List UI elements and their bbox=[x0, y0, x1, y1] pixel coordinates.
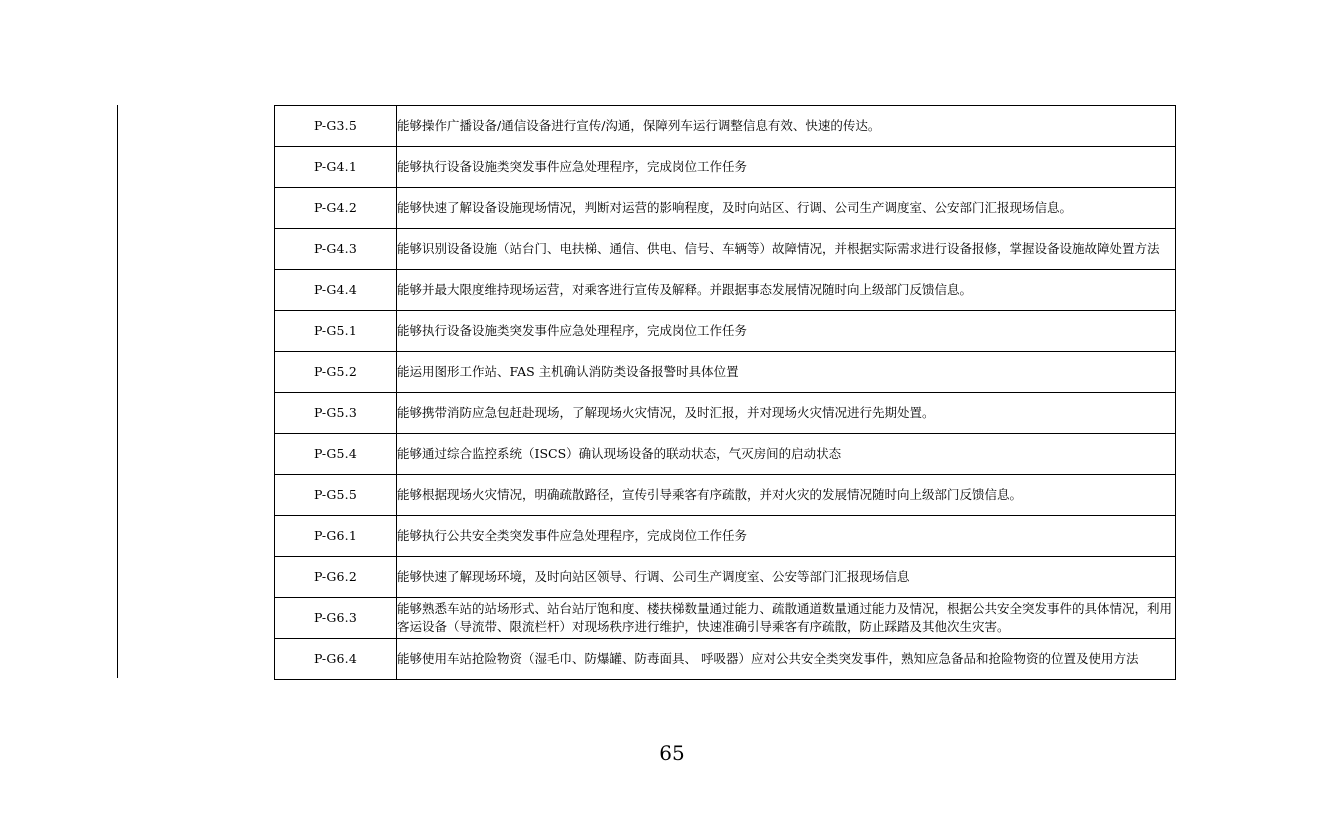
row-code: P-G5.2 bbox=[275, 352, 397, 393]
row-description: 能够使用车站抢险物资（湿毛巾、防爆罐、防毒面具、 呼吸器）应对公共安全类突发事件，熟知应急备品和抢险物资的位置及使用方法 bbox=[397, 639, 1176, 680]
table-row bbox=[275, 229, 1176, 270]
table-row bbox=[275, 598, 1176, 639]
row-description: 能够执行设备设施类突发事件应急处理程序，完成岗位工作任务 bbox=[397, 311, 1176, 352]
table-row bbox=[275, 516, 1176, 557]
table-row bbox=[275, 393, 1176, 434]
table-row bbox=[275, 639, 1176, 680]
row-description: 能够执行公共安全类突发事件应急处理程序，完成岗位工作任务 bbox=[397, 516, 1176, 557]
row-code: P-G5.1 bbox=[275, 311, 397, 352]
row-code: P-G4.3 bbox=[275, 229, 397, 270]
table-row bbox=[275, 311, 1176, 352]
table-row bbox=[275, 188, 1176, 229]
row-code: P-G6.2 bbox=[275, 557, 397, 598]
row-code: P-G6.1 bbox=[275, 516, 397, 557]
row-code: P-G4.4 bbox=[275, 270, 397, 311]
table-row bbox=[275, 147, 1176, 188]
row-description: 能够快速了解设备设施现场情况，判断对运营的影响程度，及时向站区、行调、公司生产调度室、公安部门汇报现场信息。 bbox=[397, 188, 1176, 229]
competency-table bbox=[274, 105, 1176, 680]
row-code: P-G3.5 bbox=[275, 106, 397, 147]
row-description: 能够熟悉车站的站场形式、站台站厅饱和度、楼扶梯数量通过能力、疏散通道数量通过能力及情况，根据公共安全突发事件的具体情况，利用客运设备（导流带、限流栏杆）对现场秩序进行维护，快速准确引导乘客有序疏散，防止踩踏及其他次生灾害。 bbox=[397, 598, 1176, 639]
table-row bbox=[275, 106, 1176, 147]
row-description: 能够快速了解现场环境，及时向站区领导、行调、公司生产调度室、公安等部门汇报现场信息 bbox=[397, 557, 1176, 598]
row-code: P-G5.5 bbox=[275, 475, 397, 516]
row-description: 能够并最大限度维持现场运营，对乘客进行宣传及解释。并跟据事态发展情况随时向上级部门反馈信息。 bbox=[397, 270, 1176, 311]
table-row bbox=[275, 434, 1176, 475]
left-margin-rule bbox=[117, 105, 118, 678]
page-number: 65 bbox=[659, 741, 685, 765]
row-description: 能够操作广播设备/通信设备进行宣传/沟通，保障列车运行调整信息有效、快速的传达。 bbox=[397, 106, 1176, 147]
table-row bbox=[275, 475, 1176, 516]
row-description: 能够携带消防应急包赶赴现场，了解现场火灾情况，及时汇报，并对现场火灾情况进行先期处置。 bbox=[397, 393, 1176, 434]
row-description: 能运用图形工作站、FAS 主机确认消防类设备报警时具体位置 bbox=[397, 352, 1176, 393]
row-code: P-G6.3 bbox=[275, 598, 397, 639]
row-code: P-G6.4 bbox=[275, 639, 397, 680]
table-row bbox=[275, 270, 1176, 311]
table-row bbox=[275, 352, 1176, 393]
row-code: P-G4.1 bbox=[275, 147, 397, 188]
row-description: 能够根据现场火灾情况，明确疏散路径，宣传引导乘客有序疏散，并对火灾的发展情况随时向上级部门反馈信息。 bbox=[397, 475, 1176, 516]
row-description: 能够识别设备设施（站台门、电扶梯、通信、供电、信号、车辆等）故障情况，并根据实际需求进行设备报修，掌握设备设施故障处置方法 bbox=[397, 229, 1176, 270]
table-row bbox=[275, 557, 1176, 598]
row-code: P-G5.3 bbox=[275, 393, 397, 434]
row-description: 能够通过综合监控系统（ISCS）确认现场设备的联动状态，气灭房间的启动状态 bbox=[397, 434, 1176, 475]
row-code: P-G5.4 bbox=[275, 434, 397, 475]
row-code: P-G4.2 bbox=[275, 188, 397, 229]
row-description: 能够执行设备设施类突发事件应急处理程序，完成岗位工作任务 bbox=[397, 147, 1176, 188]
